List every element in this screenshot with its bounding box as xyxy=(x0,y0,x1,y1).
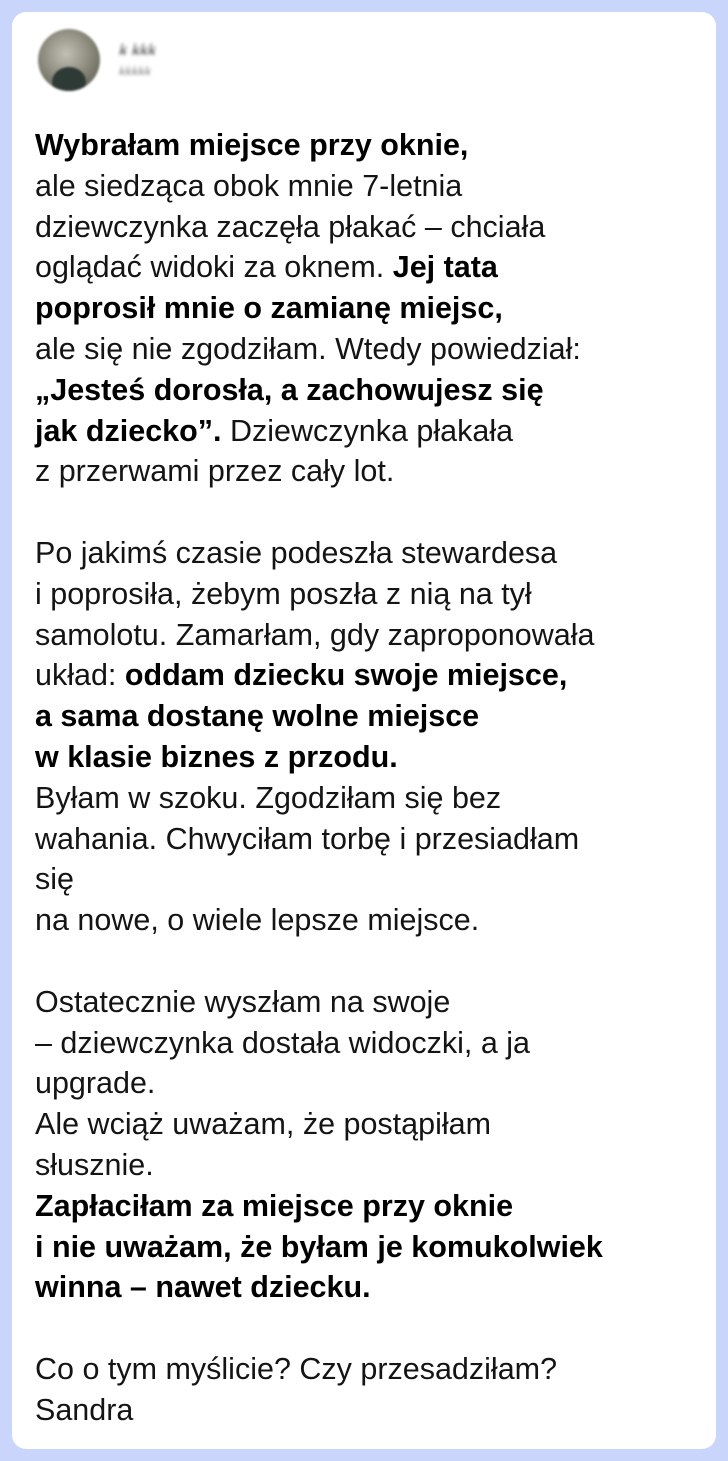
text-segment: się xyxy=(35,862,74,897)
text-segment: ale siedząca obok mnie 7-letnia xyxy=(35,168,463,203)
text-segment: Po jakimś czasie podeszła stewardesa xyxy=(35,535,558,570)
bold-text-segment: Jej tata xyxy=(392,250,498,285)
text-line xyxy=(35,451,705,492)
text-segment: z przerwami przez cały lot. xyxy=(35,454,395,489)
bold-text-segment: w klasie biznes z przodu. xyxy=(35,739,398,774)
post-card xyxy=(12,12,716,1449)
post-text xyxy=(35,125,705,1431)
text-line xyxy=(35,1349,705,1390)
post-paragraph xyxy=(35,982,705,1308)
post-paragraph xyxy=(35,125,705,492)
author-info xyxy=(118,42,155,78)
text-segment: Ostatecznie wyszłam na swoje xyxy=(35,984,451,1019)
text-segment: i poprosiła, żebym poszła z nią na tył xyxy=(35,576,532,611)
bold-text-segment: oddam dziecku swoje miejsce, xyxy=(124,658,568,693)
bold-text-segment: jak dziecko”. xyxy=(35,413,222,448)
post-paragraph xyxy=(35,1349,705,1431)
text-segment: układ: xyxy=(35,658,125,693)
text-line xyxy=(35,1186,705,1227)
text-line xyxy=(35,1227,705,1268)
bold-text-segment: winna – nawet dziecku. xyxy=(35,1270,371,1305)
text-line xyxy=(35,737,705,778)
post-paragraph xyxy=(35,533,705,941)
text-line xyxy=(35,574,705,615)
text-line xyxy=(35,411,705,452)
text-line xyxy=(35,1063,705,1104)
text-line xyxy=(35,819,705,860)
text-line xyxy=(35,166,705,207)
text-segment: oglądać widoki za oknem. xyxy=(35,250,393,285)
text-line xyxy=(35,207,705,248)
text-segment: upgrade. xyxy=(35,1066,156,1101)
text-line xyxy=(35,982,705,1023)
bold-text-segment: Zapłaciłam za miejsce przy oknie xyxy=(35,1188,514,1223)
text-segment: Byłam w szoku. Zgodziłam się bez xyxy=(35,780,502,815)
text-segment: dziewczynka zaczęła płakać – chciała xyxy=(35,209,546,244)
post-date: ꝃꝃꝃꝃꝃ xyxy=(118,64,151,78)
text-line xyxy=(35,247,705,288)
text-segment: – dziewczynka dostała widoczki, a ja xyxy=(35,1025,531,1060)
text-line xyxy=(35,696,705,737)
text-segment: na nowe, o wiele lepsze miejsce. xyxy=(35,903,480,938)
author-name[interactable]: ꝃ ꝃꝃꝃ xyxy=(118,41,155,59)
text-line xyxy=(35,1145,705,1186)
text-segment: słusznie. xyxy=(35,1147,154,1182)
author-avatar[interactable] xyxy=(38,29,100,91)
text-line xyxy=(35,370,705,411)
text-segment: Ale wciąż uważam, że postąpiłam xyxy=(35,1107,491,1142)
text-line xyxy=(35,329,705,370)
bold-text-segment: Wybrałam miejsce przy oknie, xyxy=(35,128,469,162)
text-segment: samolotu. Zamarłam, gdy zaproponowała xyxy=(35,617,595,652)
text-segment: Sandra xyxy=(35,1392,134,1427)
bold-text-segment: a sama dostanę wolne miejsce xyxy=(35,699,480,734)
text-line xyxy=(35,1104,705,1145)
text-line xyxy=(35,1267,705,1308)
text-segment: Co o tym myślicie? Czy przesadziłam? xyxy=(35,1351,558,1386)
text-line xyxy=(35,859,705,900)
text-segment: Dziewczynka płakała xyxy=(221,413,514,448)
text-line xyxy=(35,900,705,941)
bold-text-segment: poprosił mnie o zamianę miejsc, xyxy=(35,291,503,326)
text-segment: ale się nie zgodziłam. Wtedy powiedział: xyxy=(35,331,581,366)
text-line xyxy=(35,288,705,329)
text-line xyxy=(35,615,705,656)
text-line xyxy=(35,778,705,819)
text-line xyxy=(35,533,705,574)
post-header xyxy=(38,28,155,92)
bold-text-segment: „Jesteś dorosła, a zachowujesz się xyxy=(35,372,544,407)
text-line xyxy=(35,1390,705,1431)
text-line xyxy=(35,125,705,166)
bold-text-segment: i nie uważam, że byłam je komukolwiek xyxy=(35,1229,603,1264)
text-segment: wahania. Chwyciłam torbę i przesiadłam xyxy=(35,821,580,856)
text-line xyxy=(35,655,705,696)
text-line xyxy=(35,1023,705,1064)
